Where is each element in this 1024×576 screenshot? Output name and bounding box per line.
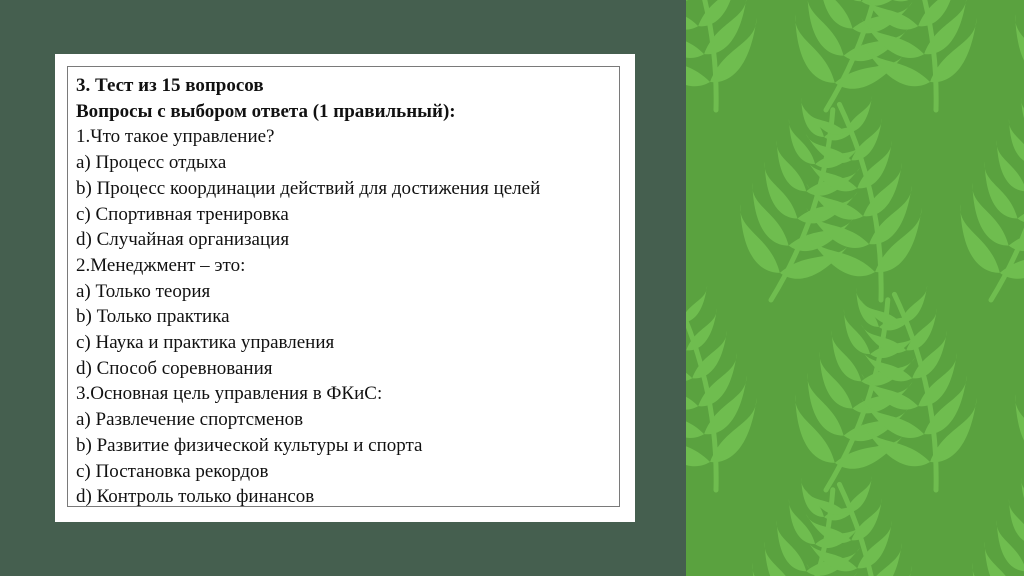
- question-3-option-c: c) Постановка рекордов: [76, 460, 269, 482]
- question-1-option-a: a) Процесс отдыха: [76, 152, 227, 174]
- question-2-option-a: a) Только теория: [76, 280, 211, 302]
- question-3-option-d: d) Контроль только финансов: [76, 486, 315, 508]
- question-1-option-c: c) Спортивная тренировка: [76, 203, 289, 225]
- question-2: 2.Менеджмент – это:: [76, 254, 246, 276]
- question-2-option-b: b) Только практика: [76, 306, 230, 328]
- question-1-option-b: b) Процесс координации действий для достижения целей: [76, 177, 541, 199]
- test-title: 3. Тест из 15 вопросов: [76, 75, 264, 96]
- question-3-option-b: b) Развитие физической культуры и спорта: [76, 434, 423, 456]
- question-2-option-d: d) Способ соревнования: [76, 357, 273, 379]
- question-1: 1.Что такое управление?: [76, 126, 275, 148]
- question-3-option-a: a) Развлечение спортсменов: [76, 409, 304, 431]
- fern-leaf-pattern-icon: [686, 0, 1024, 576]
- test-subtitle: Вопросы с выбором ответа (1 правильный):: [76, 100, 456, 122]
- test-content: [76, 73, 616, 510]
- question-3: 3.Основная цель управления в ФКиС:: [76, 383, 383, 405]
- decorative-panel: [686, 0, 1024, 576]
- question-1-option-d: d) Случайная организация: [76, 229, 290, 251]
- question-2-option-c: c) Наука и практика управления: [76, 332, 335, 354]
